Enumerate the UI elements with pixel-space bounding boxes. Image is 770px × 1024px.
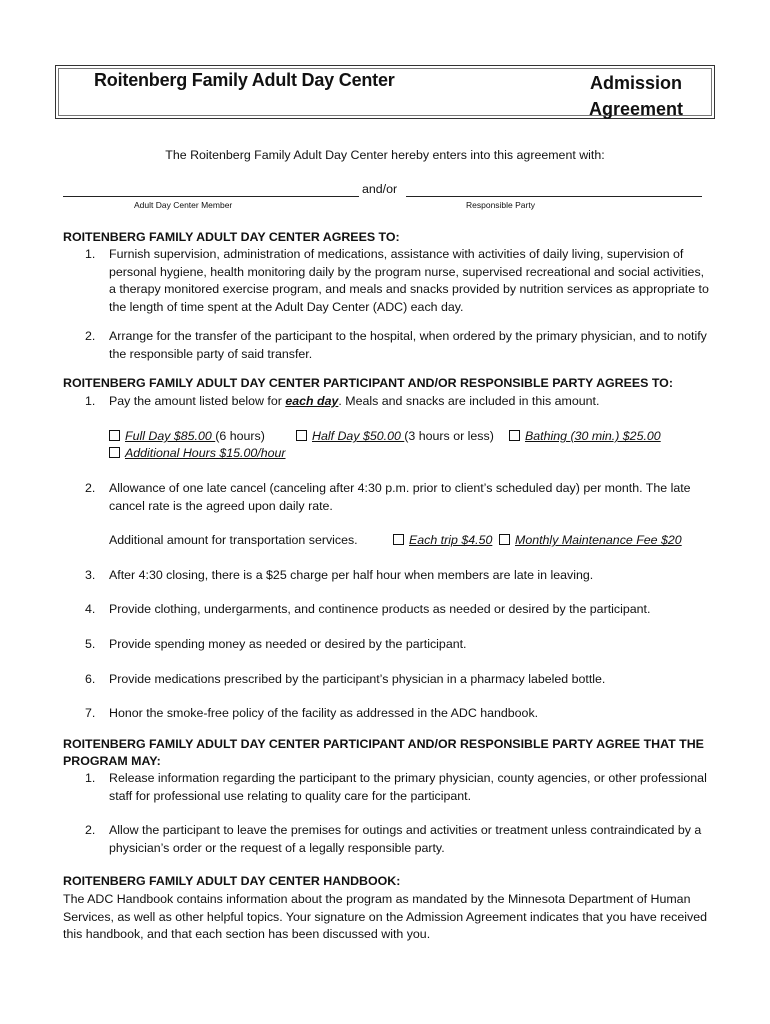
additional-hours-option[interactable]: Additional Hours $15.00/hour	[109, 445, 286, 462]
full-day-option[interactable]: Full Day $85.00 (6 hours)	[109, 428, 265, 445]
item-text: After 4:30 closing, there is a $25 charge per half hour when members are late in leaving.	[109, 568, 594, 582]
item-number: 5.	[85, 637, 96, 651]
item-number: 3.	[85, 568, 96, 582]
list-item	[85, 246, 715, 318]
half-day-option[interactable]: Half Day $50.00 (3 hours or less)	[296, 428, 494, 445]
each-day-emphasis: each day	[285, 394, 339, 408]
section-heading-handbook: ROITENBERG FAMILY ADULT DAY CENTER HANDBOOK:	[63, 874, 401, 888]
item-number: 2.	[85, 481, 96, 495]
bathing-option[interactable]: Bathing (30 min.) $25.00	[509, 428, 661, 445]
item-text: Provide clothing, undergarments, and continence products as needed or desired by the participant.	[109, 602, 651, 616]
item-text: Provide spending money as needed or desired by the participant.	[109, 637, 467, 651]
member-signature-line[interactable]	[63, 196, 359, 197]
list-item	[85, 705, 715, 723]
and-or-connector: and/or	[362, 182, 398, 196]
list-item	[85, 480, 715, 516]
handbook-paragraph: The ADC Handbook contains information about the program as mandated by the Minnesota Department of Human Services, as well as other helpful topics. Your signature on the Admission Agreement indicates that you have received this handbook, and that each section has been discussed with you.	[63, 892, 707, 941]
item-number: 1.	[85, 394, 96, 408]
monthly-maintenance-checkbox[interactable]	[499, 534, 510, 545]
item-number: 1.	[85, 247, 96, 261]
each-trip-option[interactable]: Each trip $4.50	[393, 532, 492, 549]
each-trip-checkbox[interactable]	[393, 534, 404, 545]
center-name-title: Roitenberg Family Adult Day Center	[94, 70, 395, 90]
list-item	[85, 822, 715, 858]
item-text: Provide medications prescribed by the participant’s physician in a pharmacy labeled bottle.	[109, 672, 606, 686]
list-item	[85, 770, 715, 806]
bathing-checkbox[interactable]	[509, 430, 520, 441]
item-text: Allowance of one late cancel (canceling after 4:30 p.m. prior to client’s scheduled day) per month. The late cancel rate is the agreed upon daily rate.	[109, 481, 691, 513]
item-number: 2.	[85, 329, 96, 343]
item-number: 4.	[85, 602, 96, 616]
item-number: 1.	[85, 771, 96, 785]
item-number: 2.	[85, 823, 96, 837]
list-item	[85, 393, 715, 411]
monthly-maintenance-option[interactable]: Monthly Maintenance Fee $20	[499, 532, 682, 549]
responsible-party-line[interactable]	[406, 196, 702, 197]
section-heading-program-may: ROITENBERG FAMILY ADULT DAY CENTER PARTICIPANT AND/OR RESPONSIBLE PARTY AGREE THAT THE PROGRAM MAY:	[63, 737, 704, 768]
list-item	[85, 601, 715, 619]
list-item	[85, 567, 715, 585]
item-text: Allow the participant to leave the premises for outings and activities or treatment unless contraindicated by a physician’s order or the request of a legally responsible party.	[109, 823, 702, 855]
item-number: 6.	[85, 672, 96, 686]
document-type-line2: Agreement	[588, 99, 684, 119]
member-label: Adult Day Center Member	[134, 200, 233, 210]
half-day-checkbox[interactable]	[296, 430, 307, 441]
additional-hours-checkbox[interactable]	[109, 447, 120, 458]
list-item	[85, 671, 715, 689]
responsible-party-label: Responsible Party	[466, 200, 535, 210]
list-item	[85, 636, 715, 654]
item-text: Pay the amount listed below for each day. Meals and snacks are included in this amount.	[109, 394, 600, 408]
item-text: Arrange for the transfer of the participant to the hospital, when ordered by the primary physician, and to notify the responsible party of said transfer.	[109, 329, 707, 361]
item-number: 7.	[85, 706, 96, 720]
document-header	[55, 65, 715, 119]
intro-text: The Roitenberg Family Adult Day Center hereby enters into this agreement with:	[165, 148, 605, 162]
item-text: Honor the smoke-free policy of the facility as addressed in the ADC handbook.	[109, 706, 539, 720]
list-item	[85, 328, 715, 364]
section-heading-participant-agrees: ROITENBERG FAMILY ADULT DAY CENTER PARTICIPANT AND/OR RESPONSIBLE PARTY AGREES TO:	[63, 376, 673, 390]
transportation-label: Additional amount for transportation services.	[109, 533, 358, 547]
section-heading-center-agrees: ROITENBERG FAMILY ADULT DAY CENTER AGREES TO:	[63, 230, 400, 244]
item-text: Furnish supervision, administration of medications, assistance with activities of daily living, supervision of personal hygiene, health monitoring daily by the program nurse, supervised recreational and social activities, a therapy monitored exercise program, and meals and snacks provided by nutrition services as appropriate to the length of time spent at the Adult Day Center (ADC) each day.	[109, 247, 709, 314]
document-type-title	[571, 70, 701, 122]
full-day-checkbox[interactable]	[109, 430, 120, 441]
item-text: Release information regarding the participant to the primary physician, county agencies, or other professional staff for professional use relating to quality care for the participant.	[109, 771, 707, 803]
document-type-line1: Admission	[589, 73, 682, 93]
